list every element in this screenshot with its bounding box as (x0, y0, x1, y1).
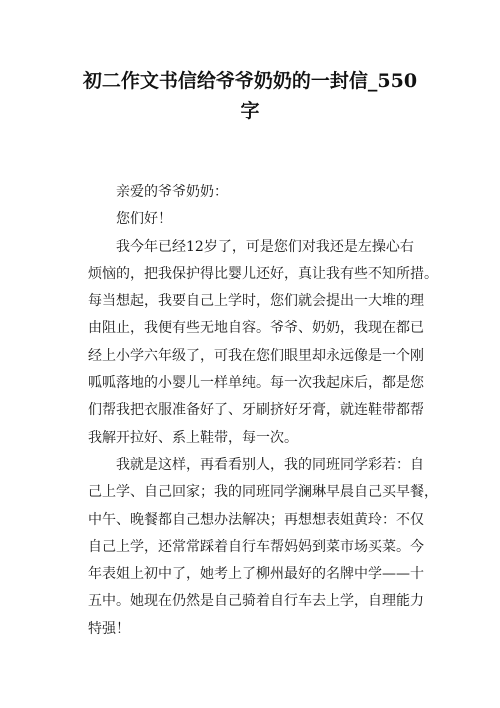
paragraph-2-line: 中午、晚餐都自己想办法解决；再想想表姐黄玲：不仅 (88, 511, 424, 528)
salutation: 亲爱的爷爷奶奶： (116, 184, 228, 200)
paragraph-2 (88, 452, 438, 643)
paragraph-2-line: 我就是这样，再看看别人，我的同班同学彩若：自 (116, 456, 424, 473)
paragraph-2-line: 己上学、自己回家；我的同班同学澜琳早晨自己买早餐， (88, 484, 438, 501)
paragraph-1-line: 经上小学六年级了，可我在您们眼里却永远像是一个刚 (88, 347, 424, 364)
paragraph-1-line: 们帮我把衣服准备好了、牙刷挤好牙膏，就连鞋带都帮 (88, 402, 424, 419)
paragraph-1-line: 呱呱落地的小婴儿一样单纯。每一次我起床后，都是您 (88, 375, 424, 392)
letter-body (88, 179, 438, 643)
paragraph-1-line: 我今年已经12岁了，可是您们对我还是左操心右 (116, 238, 414, 255)
paragraph-1 (88, 234, 438, 452)
paragraph-1-line: 烦恼的，把我保护得比婴儿还好，真让我有些不知所措。 (88, 265, 438, 282)
paragraph-1-line: 由阻止，我便有些无地自容。爷爷、奶奶，我现在都已 (88, 320, 424, 337)
paragraph-2-line: 五中。她现在仍然是自己骑着自行车去上学，自理能力 (88, 593, 424, 610)
paragraph-1-line: 我解开拉好、系上鞋带，每一次。 (88, 429, 298, 446)
greeting: 您们好！ (116, 211, 172, 228)
paragraph-2-line: 特强！ (88, 620, 130, 637)
title-line-2: 字 (240, 100, 260, 122)
title-line-1: 初二作文书信给爷爷奶奶的一封信_550 (82, 70, 418, 92)
paragraph-2-line: 年表姐上初中了，她考上了柳州最好的名牌中学——十 (88, 566, 424, 583)
document-title (60, 66, 440, 126)
paragraph-2-line: 自己上学，还常常踩着自行车帮妈妈到菜市场买菜。今 (88, 538, 424, 555)
paragraph-1-line: 每当想起，我要自己上学时，您们就会提出一大堆的理 (88, 293, 424, 310)
